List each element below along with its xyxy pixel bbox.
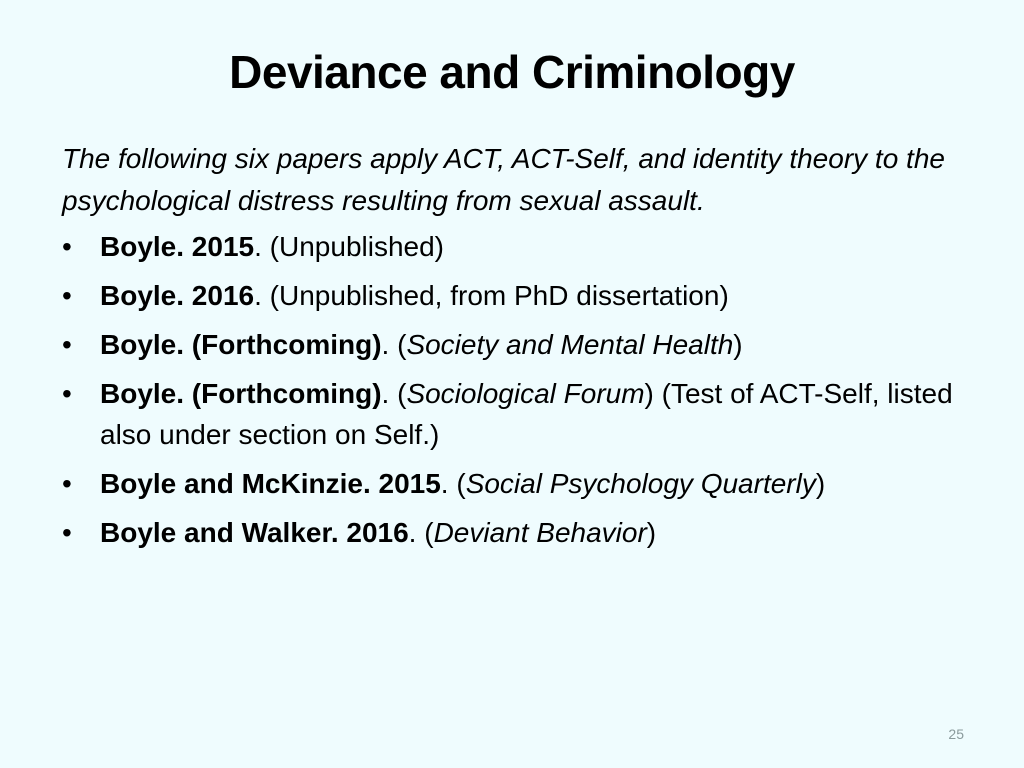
- reference-author: Boyle and McKinzie. 2015: [100, 468, 441, 499]
- slide-title: Deviance and Criminology: [229, 46, 795, 98]
- reference-note: ): [815, 468, 826, 499]
- reference-author: Boyle and Walker. 2016: [100, 517, 409, 548]
- reference-separator: . (: [440, 468, 466, 499]
- bullet-icon: •: [62, 280, 72, 311]
- reference-journal: Deviant Behavior: [433, 517, 647, 548]
- reference-note: ): [733, 329, 743, 360]
- list-item: [62, 226, 962, 267]
- reference-separator: . (: [381, 329, 407, 360]
- reference-separator: . (: [381, 378, 407, 409]
- list-item: [62, 324, 962, 365]
- page-number: 25: [948, 726, 964, 742]
- list-item: [62, 275, 962, 316]
- reference-list: [62, 226, 962, 553]
- bullet-icon: •: [62, 468, 72, 499]
- slide-body: [62, 138, 962, 561]
- bullet-icon: •: [62, 231, 72, 262]
- list-item: [62, 512, 962, 553]
- reference-author: Boyle. (Forthcoming): [100, 378, 382, 409]
- reference-author: Boyle. 2016: [100, 280, 255, 311]
- list-item: [62, 373, 962, 455]
- reference-journal: Society and Mental Health: [406, 329, 734, 360]
- reference-separator: . (: [254, 280, 279, 311]
- reference-journal: Sociological Forum: [406, 378, 645, 409]
- reference-author: Boyle. 2015: [100, 231, 255, 262]
- reference-separator: . (: [408, 517, 434, 548]
- reference-note: ): [646, 517, 657, 548]
- reference-note: Unpublished): [279, 231, 444, 262]
- reference-note: ) (Test of ACT-Self, listed also under section on Self.): [100, 378, 953, 450]
- bullet-icon: •: [62, 517, 72, 548]
- bullet-icon: •: [62, 378, 72, 409]
- reference-journal: Social Psychology Quarterly: [465, 468, 816, 499]
- intro-text: The following six papers apply ACT, ACT-Self, and identity theory to the psychological distress resulting from sexual assault.: [62, 143, 945, 216]
- bullet-icon: •: [62, 329, 72, 360]
- reference-note: Unpublished, from PhD dissertation): [279, 280, 729, 311]
- reference-author: Boyle. (Forthcoming): [100, 329, 382, 360]
- reference-separator: . (: [254, 231, 279, 262]
- list-item: [62, 463, 962, 504]
